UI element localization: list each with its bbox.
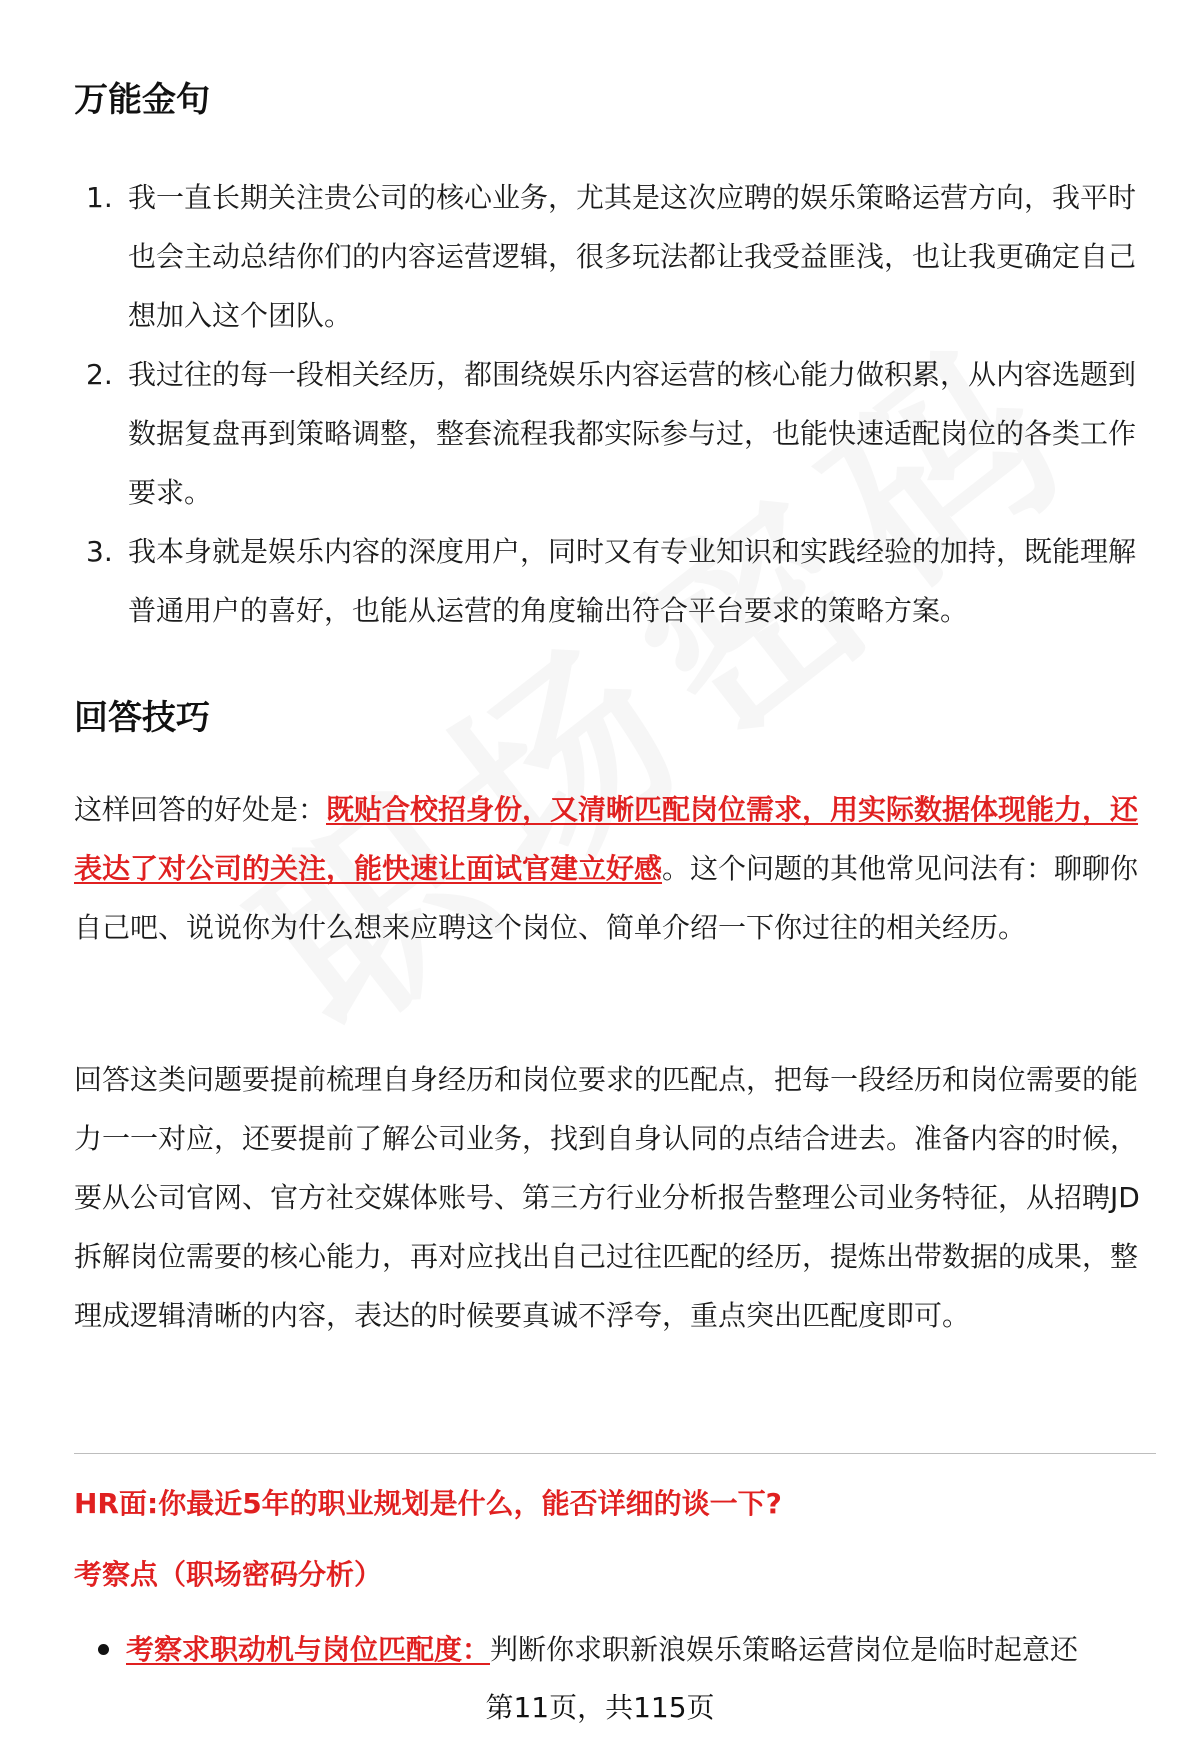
list-item (74, 522, 1154, 640)
section-divider (74, 1453, 1156, 1454)
list-number: 1. (86, 181, 113, 214)
tips-tail: 。这个问题的其他常见问法有：聊聊你自己吧、说说你为什么想来应聘这个岗位、简单介绍一下你过往的相关经历。 (74, 852, 1139, 944)
list-number: 3. (86, 535, 113, 568)
list-item-text: 我一直长期关注贵公司的核心业务，尤其是这次应聘的娱乐策略运营方向，我平时也会主动总结你们的内容运营逻辑，很多玩法都让我受益匪浅，也让我更确定自己想加入这个团队。 (128, 181, 1137, 332)
list-number: 2. (86, 358, 113, 391)
list-item (74, 1620, 1154, 1679)
bullet-icon (98, 1644, 109, 1655)
tips-paragraph-2: 回答这类问题要提前梳理自身经历和岗位要求的匹配点，把每一段经历和岗位需要的能力一一对应，还要提前了解公司业务，找到自身认同的点结合进去。准备内容的时候，要从公司官网、官方社交媒体账号、第三方行业分析报告整理公司业务特征，从招聘JD拆解岗位需要的核心能力，再对应找出自己过往匹配的经历，提炼出带数据的成果，整理成逻辑清晰的内容，表达的时候要真诚不浮夸，重点突出匹配度即可。 (74, 1063, 1140, 1332)
tips-emphasis: 既贴合校招身份，又清晰匹配岗位需求，用实际数据体现能力，还表达了对公司的关注，能快速让面试官建立好感 (74, 793, 1139, 885)
golden-sentence-list (74, 168, 1154, 640)
hr-question: HR面:你最近5年的职业规划是什么，能否详细的谈一下? (74, 1487, 782, 1520)
point-text: 判断你求职新浪娱乐策略运营岗位是临时起意还 (490, 1633, 1079, 1666)
tips-paragraph-1 (74, 780, 1159, 957)
list-item-text: 我本身就是娱乐内容的深度用户，同时又有专业知识和实践经验的加持，既能理解普通用户的喜好，也能从运营的角度输出符合平台要求的策略方案。 (128, 535, 1137, 627)
section-title-tips: 回答技巧 (74, 698, 210, 738)
assessment-title: 考察点（职场密码分析） (74, 1558, 383, 1591)
section-title-golden: 万能金句 (74, 80, 210, 120)
assessment-point-list (74, 1620, 1154, 1679)
list-item-text: 我过往的每一段相关经历，都围绕娱乐内容运营的核心能力做积累，从内容选题到数据复盘再到策略调整，整套流程我都实际参与过，也能快速适配岗位的各类工作要求。 (128, 358, 1137, 509)
point-label: 考察求职动机与岗位匹配度： (126, 1633, 491, 1666)
tips-lead: 这样回答的好处是： (74, 793, 327, 826)
list-item (74, 345, 1154, 522)
page-footer: 第11页，共115页 (0, 1686, 1200, 1726)
list-item (74, 168, 1154, 345)
